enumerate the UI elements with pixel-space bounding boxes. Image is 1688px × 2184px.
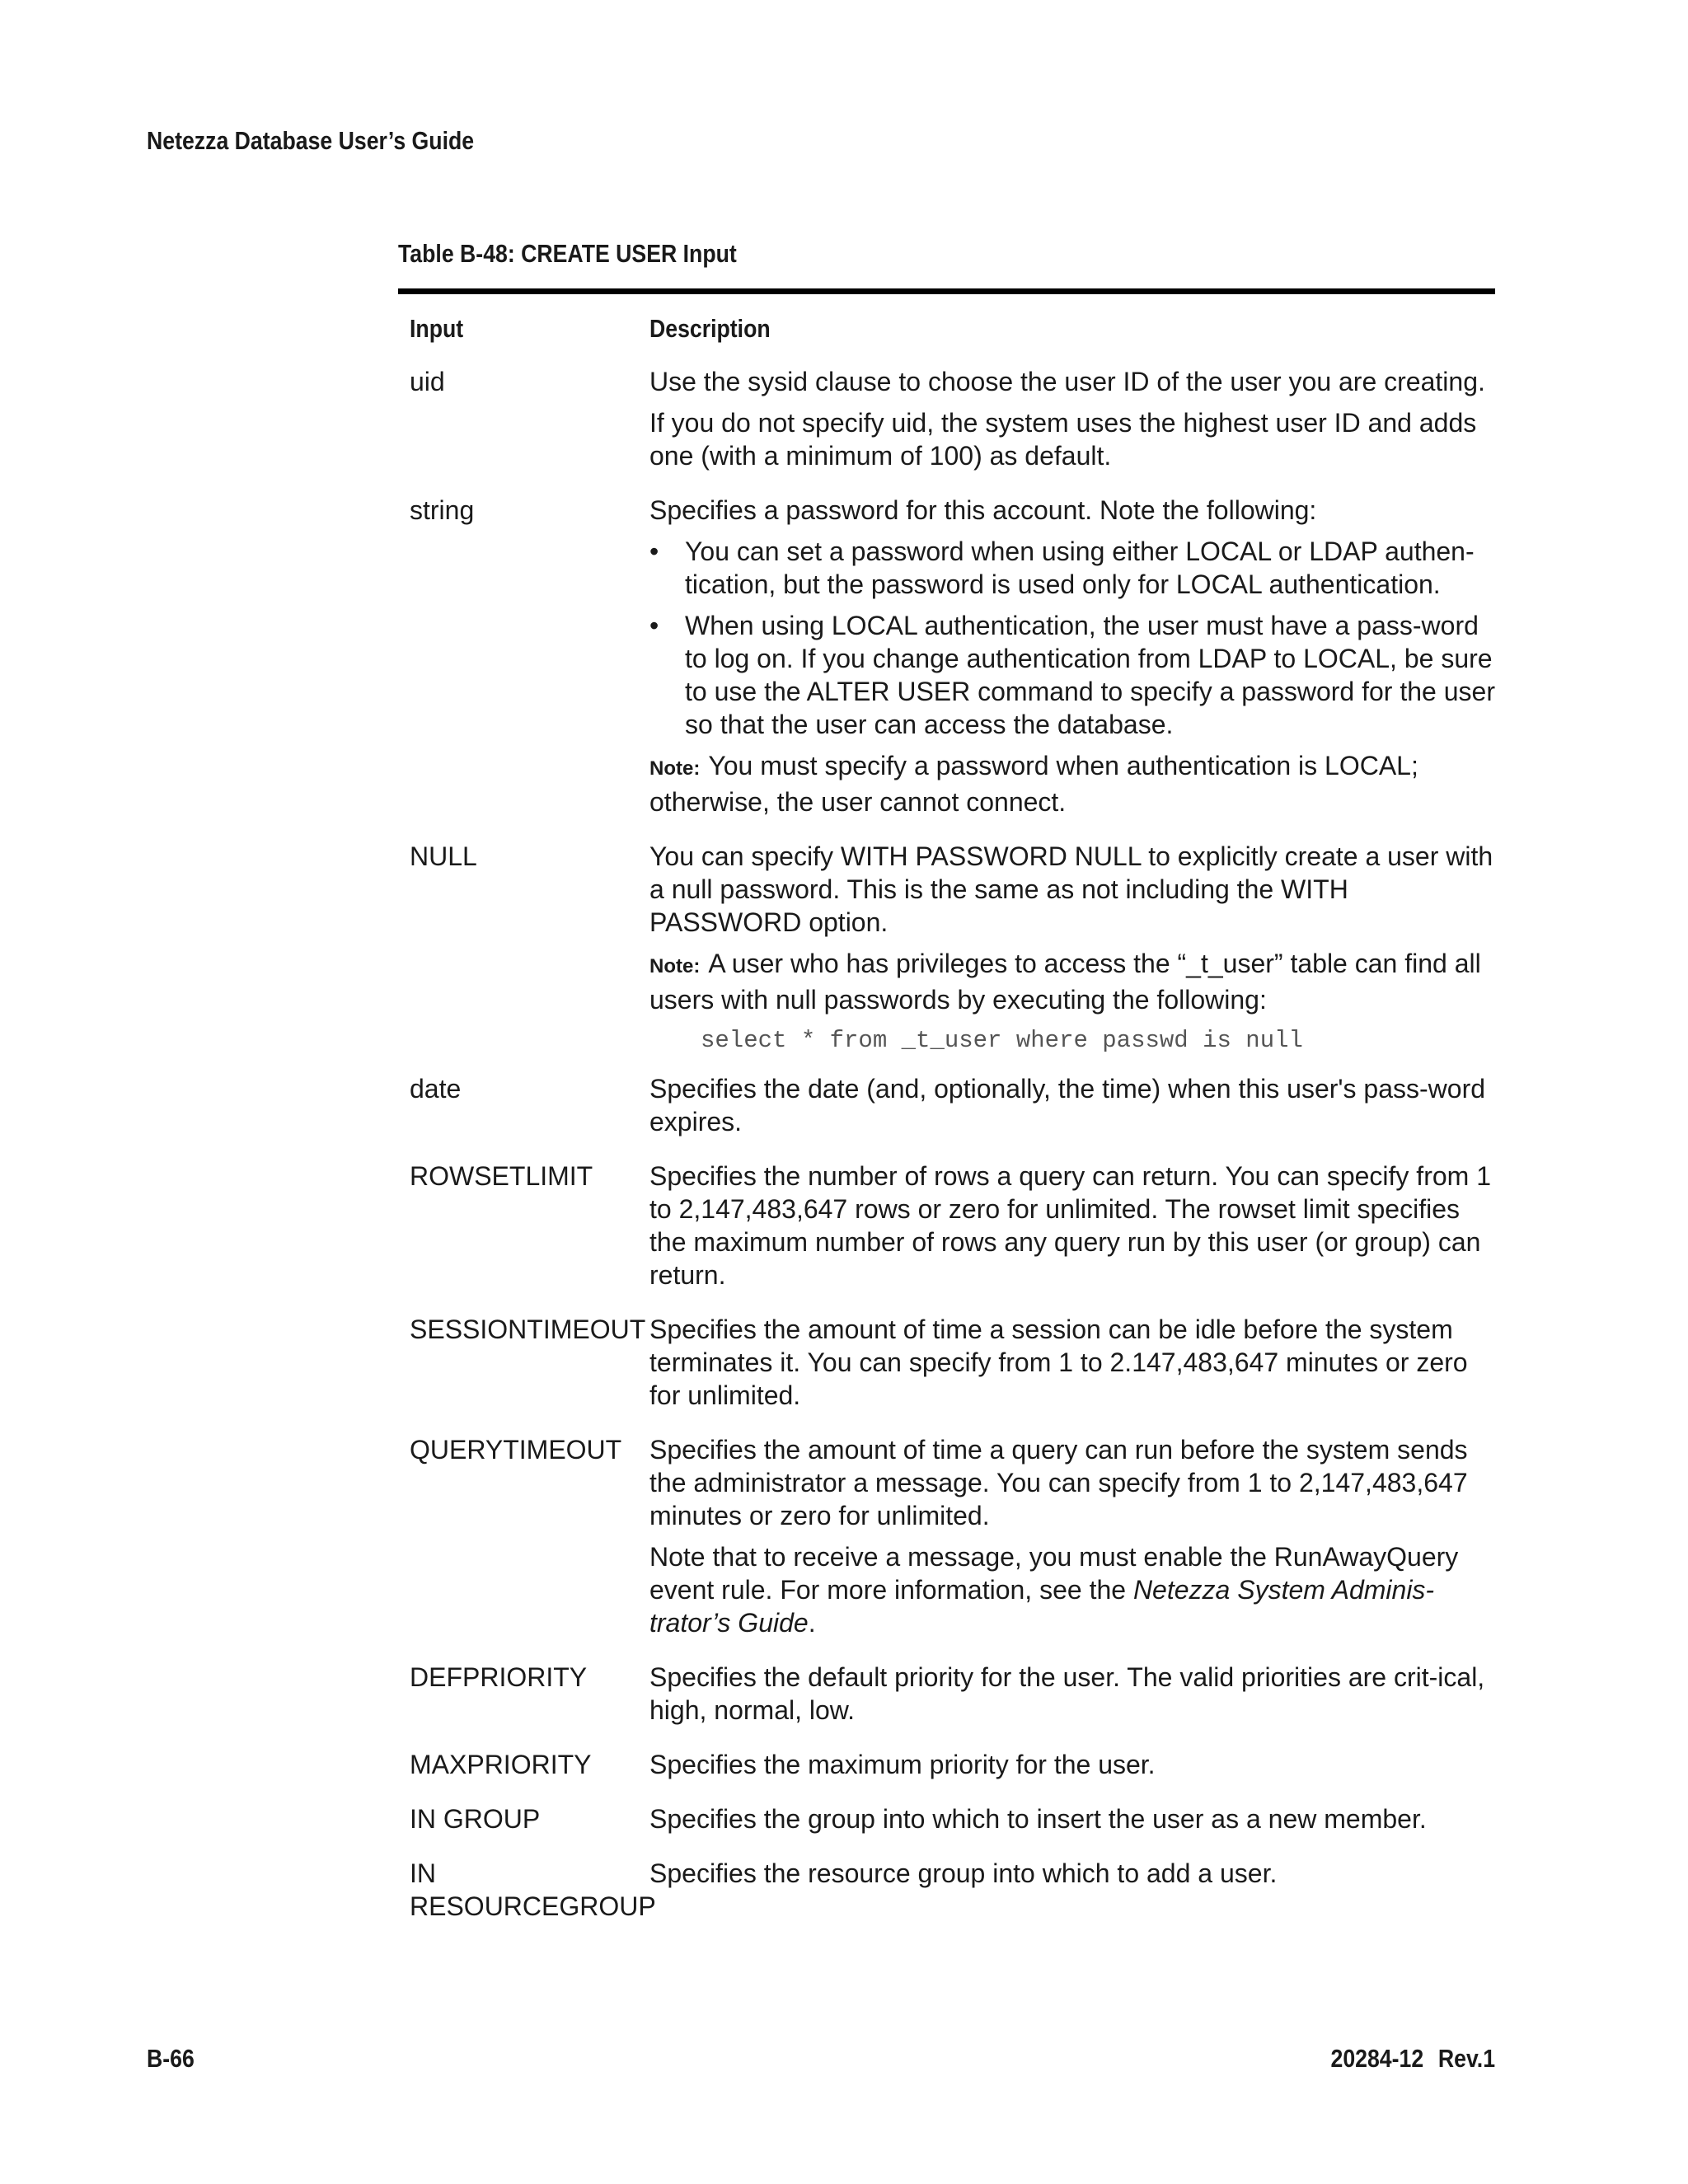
row-description <box>649 1661 1495 1727</box>
description-paragraph: Specifies the number of rows a query can return. You can specify from 1 to 2,147,483,647 rows or zero for unlimited. The rowset limit specifies the maximum number of rows any query run by this user (or group) can return. <box>649 1161 1491 1290</box>
table-row <box>398 1857 1495 1923</box>
table-row <box>398 1160 1495 1291</box>
row-input: IN RESOURCEGROUP <box>410 1858 656 1921</box>
row-description <box>649 1802 1495 1835</box>
row-input: MAXPRIORITY <box>410 1750 592 1779</box>
guide-title: Netezza System Adminis-trator’s Guide <box>649 1575 1435 1638</box>
document-id: 20284-12 Rev.1 <box>1330 2044 1495 2073</box>
description-paragraph: If you do not specify uid, the system uses the highest user ID and adds one (with a minimum of 100) as default. <box>649 408 1477 471</box>
row-description <box>649 1433 1495 1639</box>
row-input: date <box>410 1074 462 1104</box>
row-input: ROWSETLIMIT <box>410 1161 593 1191</box>
row-description <box>649 1313 1495 1412</box>
row-description <box>649 840 1495 1057</box>
table-row <box>398 1748 1495 1781</box>
row-input: DEFPRIORITY <box>410 1662 588 1692</box>
description-paragraph: Use the sysid clause to choose the user ID of the user you are creating. <box>649 367 1485 396</box>
row-description <box>649 1857 1495 1923</box>
paragraph-text: Note that to receive a message, you must enable the RunAwayQuery event rule. For more information, see the <box>649 1542 1459 1605</box>
paragraph-text: . <box>808 1608 816 1638</box>
table-row <box>398 1433 1495 1639</box>
row-input: QUERYTIMEOUT <box>410 1435 622 1465</box>
description-paragraph: Specifies the amount of time a query can run before the system sends the administrator a message. You can specify from 1 to 2,147,483,647 minutes or zero for unlimited. <box>649 1435 1468 1530</box>
description-paragraph: Specifies a password for this account. Note the following: <box>649 495 1317 525</box>
table-header-row <box>398 294 1495 350</box>
row-input: string <box>410 495 475 525</box>
row-description <box>649 1160 1495 1291</box>
description-paragraph <box>649 1540 1495 1639</box>
column-header-description: Description <box>649 314 771 343</box>
description-paragraph: Specifies the default priority for the user. The valid priorities are crit-ical, high, normal, low. <box>649 1662 1485 1725</box>
create-user-input-table <box>398 288 1495 1923</box>
page-number: B-66 <box>147 2044 195 2073</box>
description-paragraph: Specifies the date (and, optionally, the time) when this user's pass-word expires. <box>649 1074 1486 1137</box>
table-row <box>398 1802 1495 1835</box>
table-caption: Table B-48: CREATE USER Input <box>398 239 737 268</box>
table-row <box>398 494 1495 818</box>
description-paragraph: Specifies the group into which to insert the user as a new member. <box>649 1804 1427 1834</box>
row-input: IN GROUP <box>410 1804 541 1834</box>
table-row <box>398 1072 1495 1138</box>
note-label: Note: <box>649 757 701 780</box>
row-input: uid <box>410 367 445 396</box>
note-paragraph <box>649 749 1495 818</box>
table-row <box>398 365 1495 472</box>
bullet-list <box>649 535 1495 741</box>
table-top-rule <box>398 288 1495 294</box>
bullet-item: • You can set a password when using either LOCAL or LDAP authen-tication, but the password is used only for LOCAL authentication. <box>649 535 1495 601</box>
table-row <box>398 1661 1495 1727</box>
row-input: NULL <box>410 841 477 871</box>
description-paragraph: Specifies the amount of time a session can be idle before the system terminates it. You can specify from 1 to 2.147,483,647 minutes or zero for unlimited. <box>649 1315 1468 1410</box>
row-input: SESSIONTIMEOUT <box>410 1315 646 1344</box>
note-paragraph <box>649 947 1495 1016</box>
row-description <box>649 1072 1495 1138</box>
description-paragraph: You can specify WITH PASSWORD NULL to explicitly create a user with a null password. This is the same as not including the WITH PASSWORD option. <box>649 841 1493 937</box>
note-text: A user who has privileges to access the “_t_user” table can find all users with null passwords by executing the following: <box>649 949 1481 1015</box>
description-paragraph: Specifies the maximum priority for the user. <box>649 1750 1156 1779</box>
row-description <box>649 365 1495 472</box>
column-header-input: Input <box>410 314 464 343</box>
code-example: select * from _t_user where passwd is null <box>701 1027 1303 1054</box>
note-text: You must specify a password when authentication is LOCAL; otherwise, the user cannot connect. <box>649 751 1418 817</box>
table-row <box>398 1313 1495 1412</box>
running-header: Netezza Database User’s Guide <box>147 126 475 155</box>
row-description <box>649 494 1495 818</box>
note-label: Note: <box>649 955 701 977</box>
row-description <box>649 1748 1495 1781</box>
table-row <box>398 840 1495 1057</box>
bullet-item: • When using LOCAL authentication, the user must have a pass-word to log on. If you change authentication from LDAP to LOCAL, be sure to use the ALTER USER command to specify a password for the user so that the user can access the database. <box>649 609 1495 741</box>
description-paragraph: Specifies the resource group into which to add a user. <box>649 1858 1278 1888</box>
